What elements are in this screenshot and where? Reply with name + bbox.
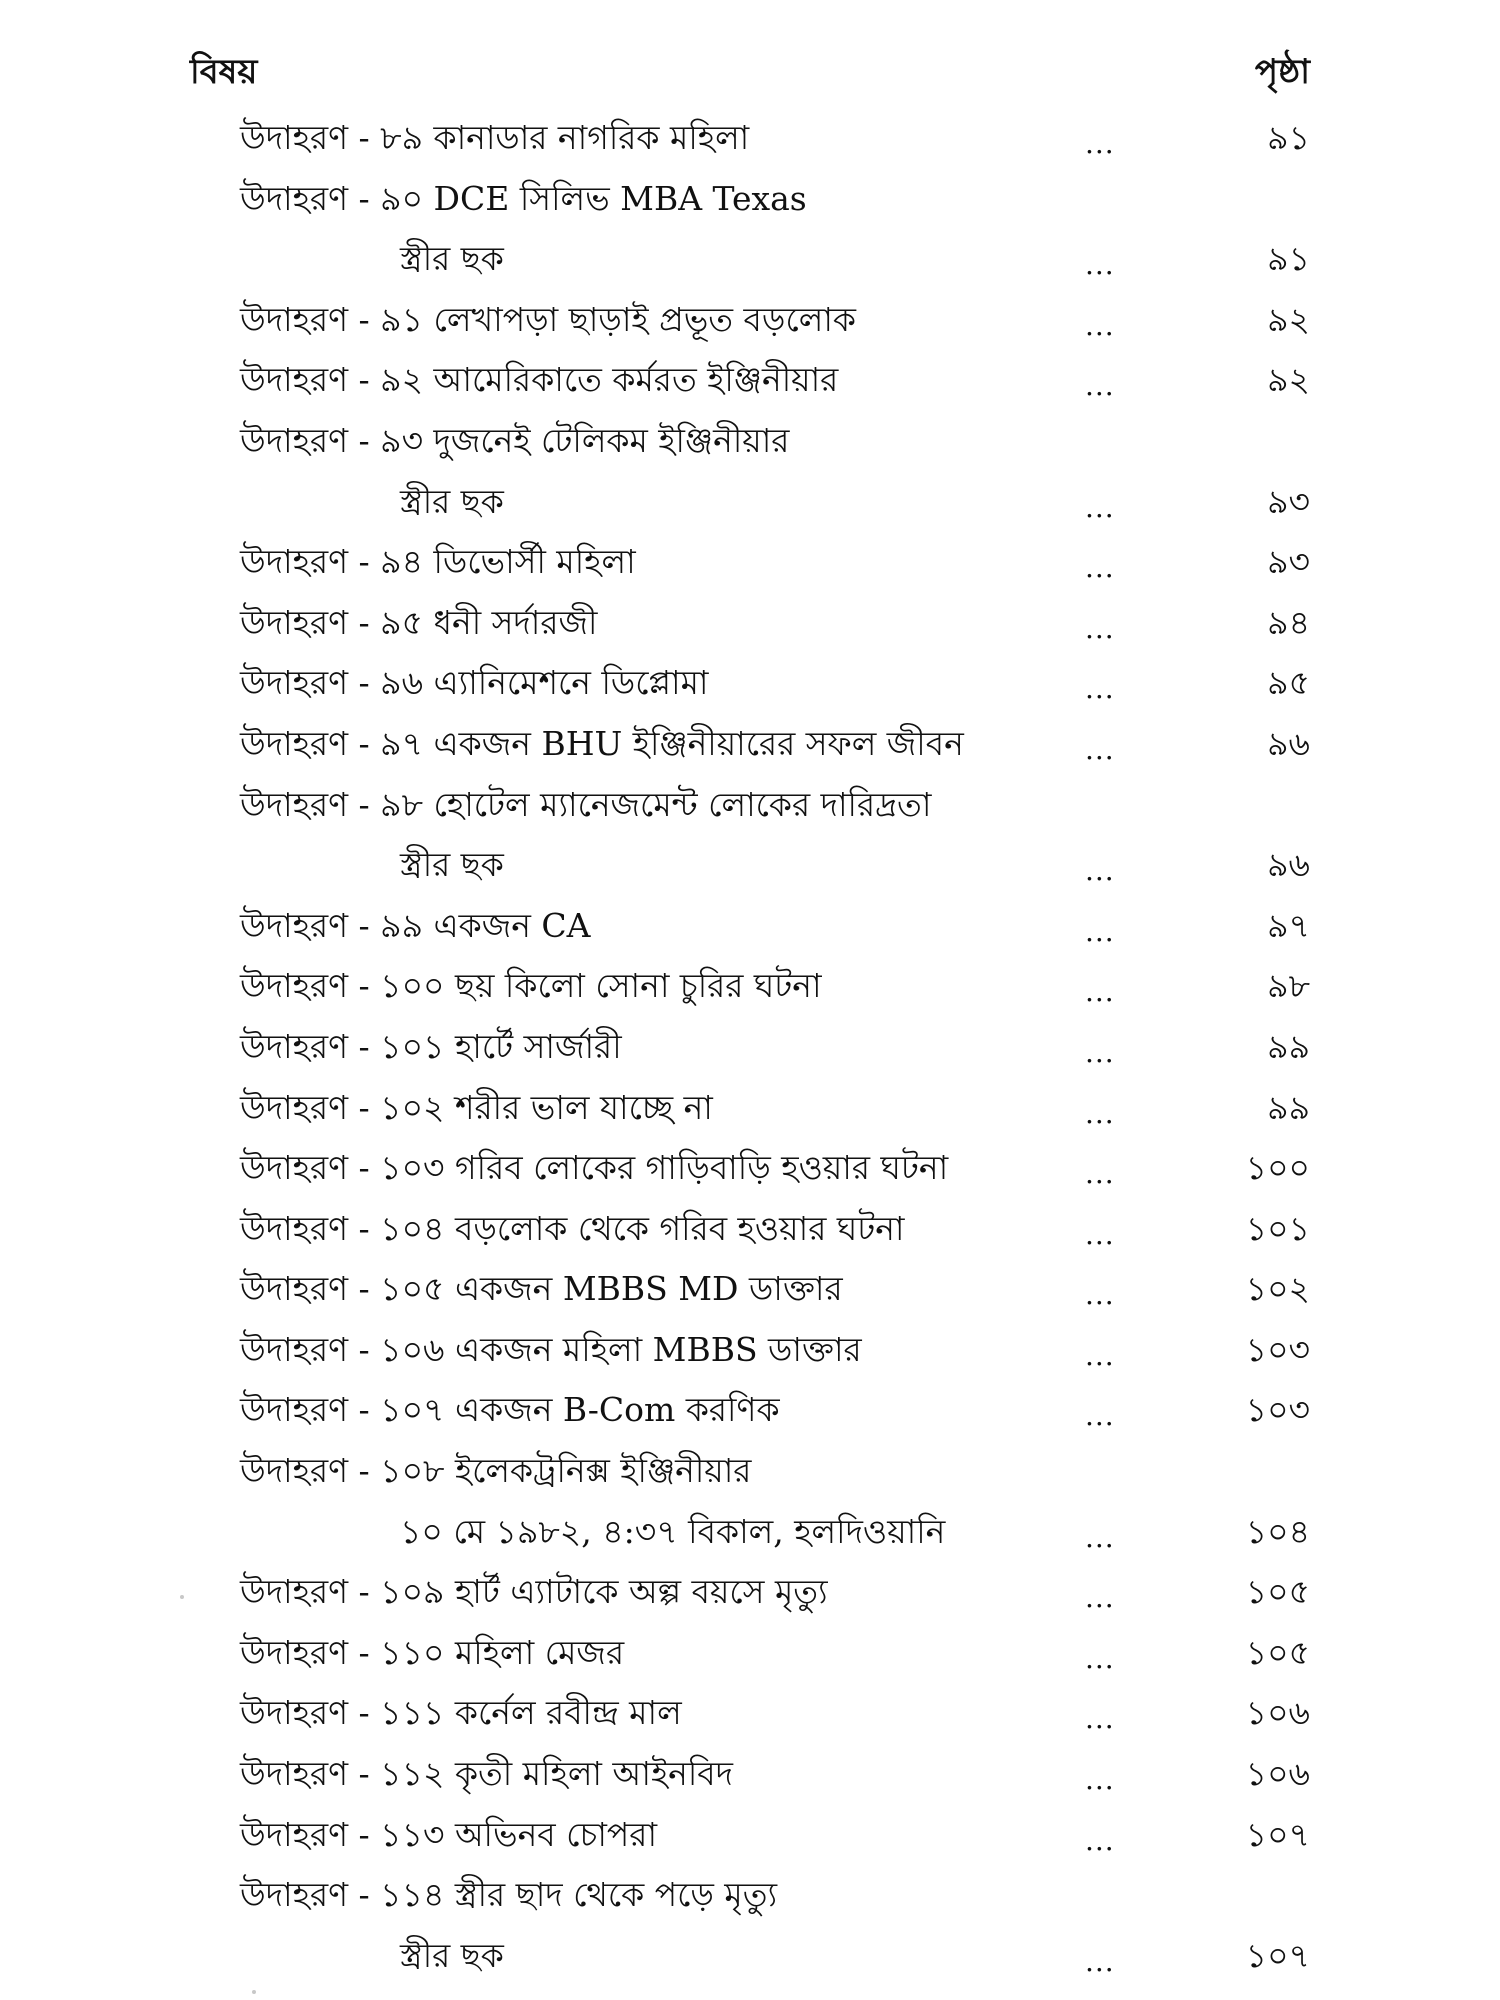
toc-entry <box>240 896 1310 957</box>
toc-entry <box>240 1744 1310 1805</box>
dot-leader: ... <box>1085 1096 1115 1130</box>
entry-title: উদাহরণ - ১১২ কৃতী মহিলা আইনবিদ <box>240 1754 733 1794</box>
toc-entry <box>240 714 1310 775</box>
toc-entry <box>240 1865 1310 1926</box>
entry-title: ১০ মে ১৯৮২, ৪:৩৭ বিকাল, হলদিওয়ানি <box>400 1511 946 1551</box>
entry-title: উদাহরণ - ৯৪ ডিভোর্সী মহিলা <box>240 542 636 582</box>
toc-entry <box>240 1259 1310 1320</box>
entry-title: উদাহরণ - ৯৫ ধনী সর্দারজী <box>240 602 598 642</box>
entry-page-number: ৯২ <box>1267 299 1310 339</box>
entry-page-number: ১০০ <box>1245 1148 1310 1188</box>
toc-entry <box>240 775 1310 836</box>
entry-title: উদাহরণ - ৯০ DCE সিলিভ MBA Texas <box>240 178 807 218</box>
dot-leader: ... <box>1085 914 1115 948</box>
dot-leader: ... <box>1085 127 1115 160</box>
toc-continuation-line <box>240 472 1310 533</box>
toc-entry <box>240 1078 1310 1139</box>
entry-page-number: ৯৩ <box>1267 542 1310 582</box>
entry-title: উদাহরণ - ১০৯ হার্ট এ্যাটাকে অল্প বয়সে মৃত্যু <box>240 1572 828 1612</box>
entry-page-number: ৯৭ <box>1267 905 1310 945</box>
toc-entry <box>240 653 1310 714</box>
entry-page-number: ৯৩ <box>1267 481 1310 521</box>
dot-leader: ... <box>1085 1763 1115 1797</box>
toc-entry <box>240 1138 1310 1199</box>
dot-leader: ... <box>1085 551 1115 585</box>
dot-leader: ... <box>1085 1338 1115 1372</box>
entry-title: উদাহরণ - ৯৯ একজন CA <box>240 905 591 945</box>
toc-entry <box>240 350 1310 411</box>
entry-page-number: ১০৫ <box>1245 1632 1310 1672</box>
entry-page-number: ৯১ <box>1267 239 1310 279</box>
toc-entry <box>240 411 1310 472</box>
toc-entry <box>240 1623 1310 1684</box>
entry-title: স্ত্রীর ছক <box>400 845 504 885</box>
dot-leader: ... <box>1085 1641 1115 1675</box>
entry-page-number: ৯৪ <box>1267 602 1310 642</box>
dot-leader: ... <box>1085 1217 1115 1251</box>
dot-leader: ... <box>1085 672 1115 706</box>
dot-leader: ... <box>1085 308 1115 342</box>
toc-entry <box>240 1562 1310 1623</box>
entry-title: উদাহরণ - ১১০ মহিলা মেজর <box>240 1632 625 1672</box>
entry-title: উদাহরণ - ৯৩ দুজনেই টেলিকম ইঞ্জিনীয়ার <box>240 420 790 460</box>
entry-page-number: ১০৫ <box>1245 1572 1310 1612</box>
dot-leader: ... <box>1085 490 1115 524</box>
toc-entry <box>240 1441 1310 1502</box>
toc-entry <box>240 1199 1310 1260</box>
entry-page-number: ৯৮ <box>1267 966 1310 1006</box>
entry-page-number: ১০৬ <box>1245 1693 1310 1733</box>
dot-leader: ... <box>1085 1581 1115 1615</box>
toc-entry <box>240 169 1310 230</box>
entry-title: উদাহরণ - ১১৩ অভিনব চোপরা <box>240 1814 658 1854</box>
toc-entry <box>240 1017 1310 1078</box>
dot-leader: ... <box>1085 854 1115 888</box>
toc-continuation-line <box>240 1926 1310 1987</box>
entry-title: উদাহরণ - ৯৮ হোটেল ম্যানেজমেন্ট লোকের দারিদ্রতা <box>240 784 932 824</box>
entry-title: উদাহরণ - ৯২ আমেরিকাতে কর্মরত ইঞ্জিনীয়ার <box>240 360 839 400</box>
entry-title: স্ত্রীর ছক <box>400 239 504 279</box>
toc-entry <box>240 108 1310 169</box>
toc-entry <box>240 1805 1310 1866</box>
dot-leader: ... <box>1085 1823 1115 1857</box>
dot-leader: ... <box>1085 1702 1115 1736</box>
entry-title: উদাহরণ - ১০৭ একজন B-Com করণিক <box>240 1390 780 1430</box>
dot-leader: ... <box>1085 1157 1115 1191</box>
subject-heading: বিষয় <box>190 52 258 92</box>
toc-entry <box>240 1320 1310 1381</box>
toc-entry <box>240 1380 1310 1441</box>
entry-title: উদাহরণ - ১০০ ছয় কিলো সোনা চুরির ঘটনা <box>240 966 822 1006</box>
dot-leader: ... <box>1085 611 1115 645</box>
entry-page-number: ৯৯ <box>1267 1026 1310 1066</box>
entry-page-number: ৯৯ <box>1267 1087 1310 1127</box>
entry-page-number: ১০৩ <box>1245 1329 1310 1369</box>
entry-title: স্ত্রীর ছক <box>400 481 504 521</box>
paper-speck <box>252 1990 256 1994</box>
entry-title: উদাহরণ - ৯৬ এ্যানিমেশনে ডিপ্লোমা <box>240 663 709 703</box>
entry-page-number: ৯৬ <box>1267 845 1310 885</box>
entry-title: উদাহরণ - ১০৬ একজন মহিলা MBBS ডাক্তার <box>240 1329 862 1369</box>
toc-entry <box>240 290 1310 351</box>
toc-header <box>180 46 1310 106</box>
toc-entry <box>240 956 1310 1017</box>
entry-title: উদাহরণ - ১১১ কর্নেল রবীন্দ্র মাল <box>240 1693 682 1733</box>
dot-leader: ... <box>1085 975 1115 1009</box>
paper-speck <box>180 1595 184 1599</box>
dot-leader: ... <box>1085 1035 1115 1069</box>
entry-page-number: ১০৬ <box>1245 1754 1310 1794</box>
entry-title: উদাহরণ - ১০৪ বড়লোক থেকে গরিব হওয়ার ঘটনা <box>240 1208 905 1248</box>
entry-page-number: ৯২ <box>1267 360 1310 400</box>
dot-leader: ... <box>1085 1399 1115 1433</box>
entry-title: স্ত্রীর ছক <box>400 1935 504 1975</box>
toc-entry <box>240 593 1310 654</box>
page-column-heading: পৃষ্ঠা <box>1254 52 1310 92</box>
toc-entry <box>240 532 1310 593</box>
dot-leader: ... <box>1085 732 1115 766</box>
entry-page-number: ৯৫ <box>1267 663 1310 703</box>
dot-leader: ... <box>1085 248 1115 282</box>
entry-title: উদাহরণ - ৯৭ একজন BHU ইঞ্জিনীয়ারের সফল জীবন <box>240 723 964 763</box>
entry-page-number: ১০১ <box>1245 1208 1310 1248</box>
entry-page-number: ৯১ <box>1267 118 1310 157</box>
entry-page-number: ১০৩ <box>1245 1390 1310 1430</box>
dot-leader: ... <box>1085 1278 1115 1312</box>
entry-page-number: ১০৭ <box>1245 1935 1310 1975</box>
toc-entry <box>240 1683 1310 1744</box>
entry-title: উদাহরণ - ১০২ শরীর ভাল যাচ্ছে না <box>240 1087 713 1127</box>
dot-leader: ... <box>1085 1520 1115 1554</box>
toc-continuation-line <box>240 835 1310 896</box>
entry-title: উদাহরণ - ৮৯ কানাডার নাগরিক মহিলা <box>240 118 750 157</box>
entry-page-number: ৯৬ <box>1267 723 1310 763</box>
entry-title: উদাহরণ - ১০৩ গরিব লোকের গাড়িবাড়ি হওয়ার ঘটনা <box>240 1148 949 1188</box>
entry-page-number: ১০৪ <box>1245 1511 1310 1551</box>
dot-leader: ... <box>1085 1944 1115 1978</box>
toc-list <box>240 108 1310 1986</box>
entry-page-number: ১০৭ <box>1245 1814 1310 1854</box>
toc-continuation-line <box>240 229 1310 290</box>
dot-leader: ... <box>1085 369 1115 403</box>
entry-title: উদাহরণ - ১০৫ একজন MBBS MD ডাক্তার <box>240 1269 843 1309</box>
entry-page-number: ১০২ <box>1245 1269 1310 1309</box>
entry-title: উদাহরণ - ১১৪ স্ত্রীর ছাদ থেকে পড়ে মৃত্যু <box>240 1875 778 1915</box>
entry-title: উদাহরণ - ১০৮ ইলেকট্রনিক্স ইঞ্জিনীয়ার <box>240 1451 752 1491</box>
entry-title: উদাহরণ - ১০১ হার্টে সার্জারী <box>240 1026 622 1066</box>
toc-continuation-line <box>240 1502 1310 1563</box>
entry-title: উদাহরণ - ৯১ লেখাপড়া ছাড়াই প্রভূত বড়লোক <box>240 299 856 339</box>
